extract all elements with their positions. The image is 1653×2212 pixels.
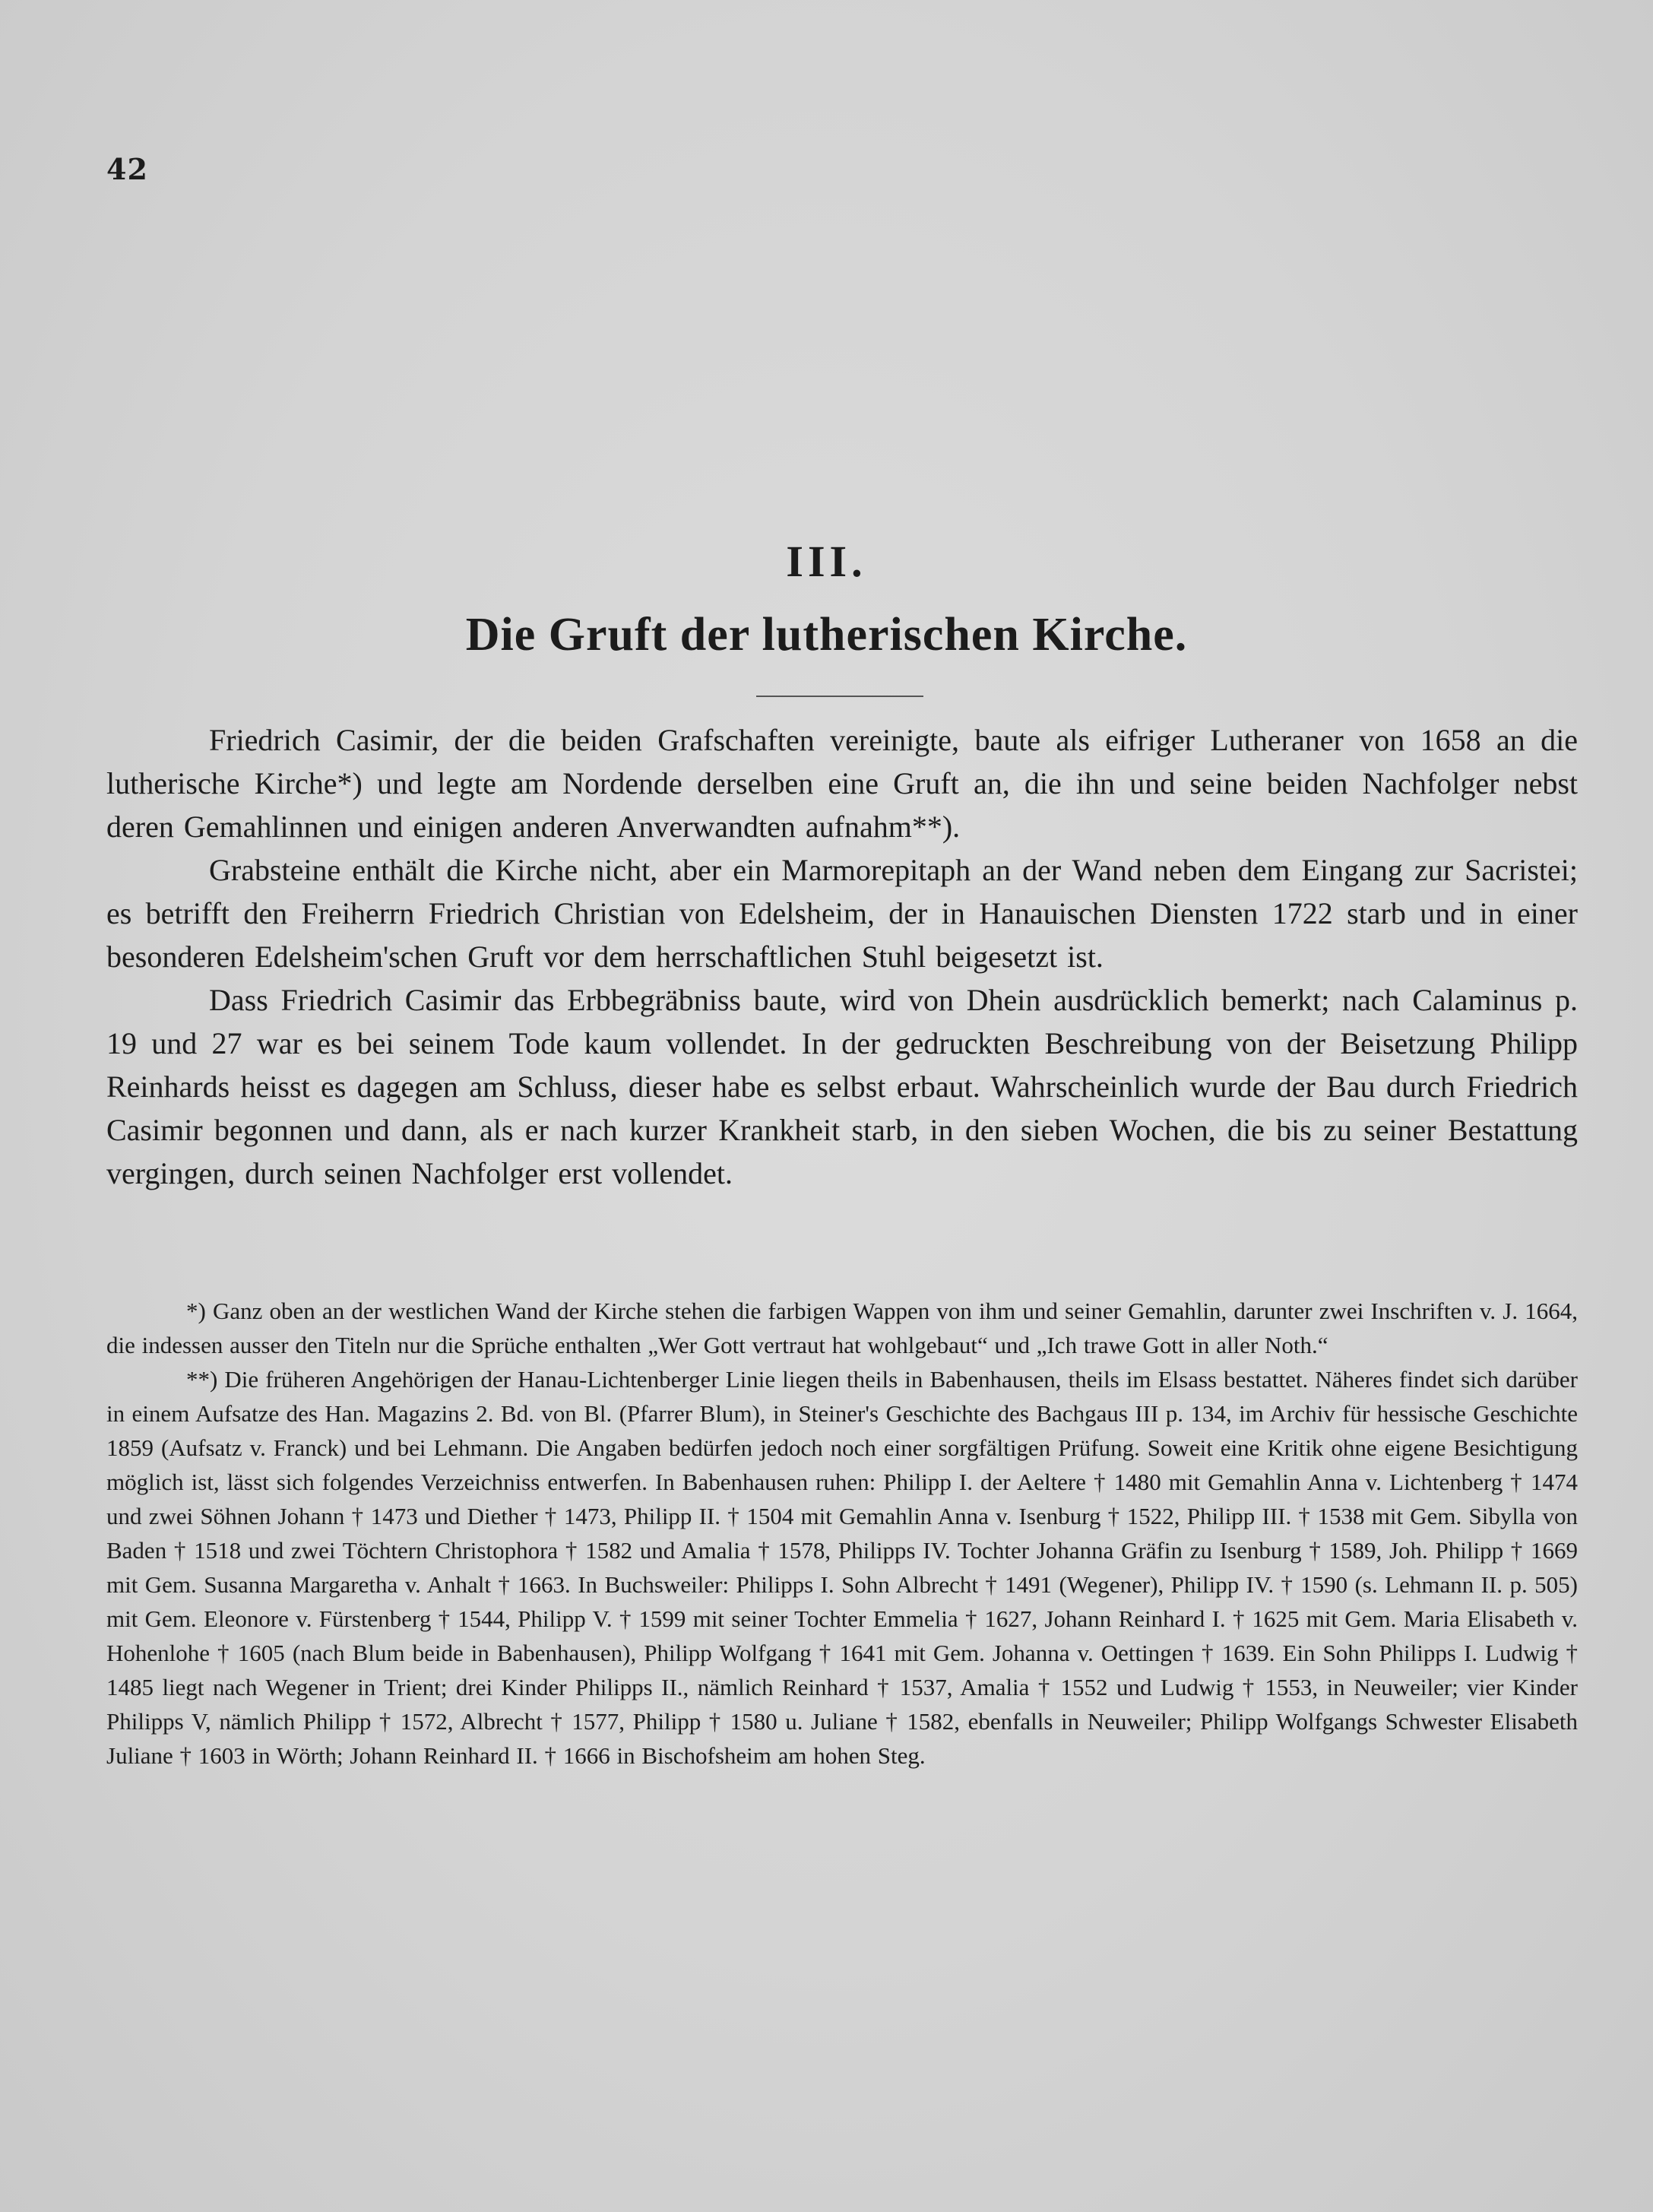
title-divider [756, 696, 923, 697]
body-paragraph: Grabsteine enthält die Kirche nicht, aber ein Marmorepitaph an der Wand neben dem Eingang zur Sacristei; es betrifft den Freiherrn Friedrich Christian von Edelsheim, der in Hanauischen Diensten 1722 starb und in einer besonderen Edelsheim'schen Gruft vor dem herrschaftlichen Stuhl beigesetzt ist. [106, 853, 1578, 974]
page-number: 42 [106, 152, 148, 186]
footnote-1: *) Ganz oben an der westlichen Wand der Kirche stehen die farbigen Wappen von ihm und seiner Gemahlin, darunter zwei Inschriften v. J. 1664, die indessen ausser den Titeln nur die Sprüche enthalten „Wer Gott vertraut hat wohlgebaut“ und „Ich trawe Gott in aller Noth.“ [106, 1298, 1578, 1358]
body-paragraph: Friedrich Casimir, der die beiden Grafschaften vereinigte, baute als eifriger Lutheraner von 1658 an die lutherische Kirche*) und legte am Nordende derselben eine Gruft an, die ihn und seine beiden Nachfolger nebst deren Gemahlinnen und einigen anderen Anverwandten aufnahm**). [106, 723, 1578, 844]
footnotes [106, 1294, 1578, 1773]
chapter-number: III. [786, 537, 867, 586]
body-text [106, 718, 1578, 1195]
body-paragraph: Dass Friedrich Casimir das Erbbegräbniss baute, wird von Dhein ausdrücklich bemerkt; nach Calaminus p. 19 und 27 war es bei seinem Tode kaum vollendet. In der gedruckten Beschreibung von der Beisetzung Philipp Reinhards heisst es dagegen am Schluss, dieser habe es selbst erbaut. Wahrscheinlich wurde der Bau durch Friedrich Casimir begonnen und dann, als er nach kurzer Krankheit starb, in den sieben Wochen, die bis zu seiner Bestattung vergingen, durch seinen Nachfolger erst vollendet. [106, 983, 1578, 1190]
footnote-2: **) Die früheren Angehörigen der Hanau-Lichtenberger Linie liegen theils in Babenhausen, theils im Elsass bestattet. Näheres findet sich darüber in einem Aufsatze des Han. Magazins 2. Bd. von Bl. (Pfarrer Blum), in Steiner's Geschichte des Bachgaus III p. 134, im Archiv für hessische Geschichte 1859 (Aufsatz v. Franck) und bei Lehmann. Die Angaben bedürfen jedoch noch einer sorgfältigen Prüfung. Soweit eine Kritik ohne eigene Besichtigung möglich ist, lässt sich folgendes Verzeichniss entwerfen. In Babenhausen ruhen: Philipp I. der Aeltere † 1480 mit Gemahlin Anna v. Lichtenberg † 1474 und zwei Söhnen Johann † 1473 und Diether † 1473, Philipp II. † 1504 mit Gemahlin Anna v. Isenburg † 1522, Philipp III. † 1538 mit Gem. Sibylla von Baden † 1518 und zwei Töchtern Christophora † 1582 und Amalia † 1578, Philipps IV. Tochter Johanna Gräfin zu Isenburg † 1589, Joh. Philipp † 1669 mit Gem. Susanna Margaretha v. Anhalt † 1663. In Buchsweiler: Philipps I. Sohn Albrecht † 1491 (Wegener), Philipp IV. † 1590 (s. Lehmann II. p. 505) mit Gem. Eleonore v. Fürstenberg † 1544, Philipp V. † 1599 mit seiner Tochter Emmelia † 1627, Johann Reinhard I. † 1625 mit Gem. Maria Elisabeth v. Hohenlohe † 1605 (nach Blum beide in Babenhausen), Philipp Wolfgang † 1641 mit Gem. Johanna v. Oettingen † 1639. Ein Sohn Philipps I. Ludwig † 1485 liegt nach Wegener in Trient; drei Kinder Philipps II., nämlich Reinhard † 1537, Amalia † 1552 und Ludwig † 1553, in Neuweiler; vier Kinder Philipps V, nämlich Philipp † 1572, Albrecht † 1577, Philipp † 1580 u. Juliane † 1582, ebenfalls in Neuweiler; Philipp Wolfgangs Schwester Elisabeth Juliane † 1603 in Wörth; Johann Reinhard II. † 1666 in Bischofsheim am hohen Steg. [106, 1366, 1578, 1769]
chapter-title: Die Gruft der lutherischen Kirche. [465, 609, 1188, 661]
